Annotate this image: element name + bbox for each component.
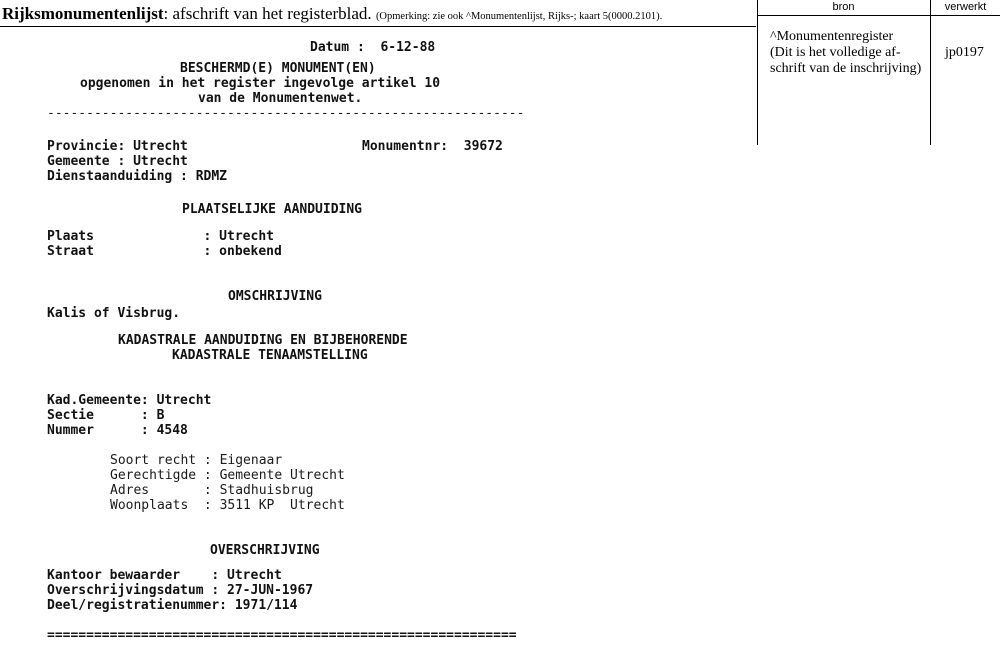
source-line: ^Monumentenregister — [770, 29, 894, 44]
field-gerechtigde: Gerechtigde : Gemeente Utrecht — [110, 468, 345, 483]
verwerkt-cell: jp0197 — [945, 45, 984, 60]
section-plaatselijke-aanduiding: PLAATSELIJKE AANDUIDING — [182, 202, 363, 217]
title-bold: Rijksmonumentenlijst — [2, 4, 164, 23]
field-woonplaats: Woonplaats : 3511 KP Utrecht — [110, 498, 345, 513]
field-gemeente: Gemeente : Utrecht — [47, 154, 188, 169]
heading-monumentenwet: van de Monumentenwet. — [198, 91, 363, 106]
source-cell — [770, 29, 935, 77]
section-kadastrale-aanduiding: KADASTRALE AANDUIDING EN BIJBEHORENDE — [118, 333, 408, 348]
column-header-bron: bron — [832, 1, 855, 13]
field-overschrijvingsdatum: Overschrijvingsdatum : 27-JUN-1967 — [47, 583, 314, 598]
field-nummer: Nummer : 4548 — [47, 423, 188, 438]
header-rule — [0, 26, 756, 27]
field-provincie: Provincie: Utrecht — [47, 139, 188, 154]
field-omschrijving: Kalis of Visbrug. — [47, 306, 181, 321]
field-monumentnr: Monumentnr: 39672 — [362, 139, 503, 154]
table-header-rule — [757, 15, 1000, 16]
title-note: (Opmerking: zie ook ^Monumentenlijst, Rijks-; kaart 5(0000.2101). — [375, 11, 663, 22]
source-line: (Dit is het volledige af- — [770, 45, 901, 60]
source-line: schrift van de inschrijving) — [770, 61, 922, 76]
reference-table — [757, 0, 1000, 145]
section-kadastrale-tenaamstelling: KADASTRALE TENAAMSTELLING — [172, 348, 368, 363]
field-adres: Adres : Stadhuisbrug — [110, 483, 314, 498]
equals-rule: ============================================================ — [47, 628, 517, 643]
field-plaats: Plaats : Utrecht — [47, 229, 274, 244]
heading-register: opgenomen in het register ingevolge artikel 10 — [80, 76, 441, 91]
section-overschrijving: OVERSCHRIJVING — [210, 543, 320, 558]
field-straat: Straat : onbekend — [47, 244, 282, 259]
field-dienstaanduiding: Dienstaanduiding : RDMZ — [47, 169, 228, 184]
dash-rule: ------------------------------------------------------------- — [47, 106, 525, 121]
table-left-border — [757, 0, 758, 145]
column-header-verwerkt: verwerkt — [944, 1, 987, 13]
field-soort-recht: Soort recht : Eigenaar — [110, 453, 283, 468]
heading-monument: BESCHERMD(E) MONUMENT(EN) — [180, 61, 376, 76]
title-rest: : afschrift van het registerblad. — [163, 4, 372, 23]
field-deel-registratienummer: Deel/registratienummer: 1971/114 — [47, 598, 298, 613]
section-omschrijving: OMSCHRIJVING — [228, 289, 322, 304]
field-sectie: Sectie : B — [47, 408, 165, 423]
document-title — [2, 4, 662, 27]
field-kad-gemeente: Kad.Gemeente: Utrecht — [47, 393, 212, 408]
field-kantoor-bewaarder: Kantoor bewaarder : Utrecht — [47, 568, 282, 583]
datum-line: Datum : 6-12-88 — [310, 40, 436, 55]
